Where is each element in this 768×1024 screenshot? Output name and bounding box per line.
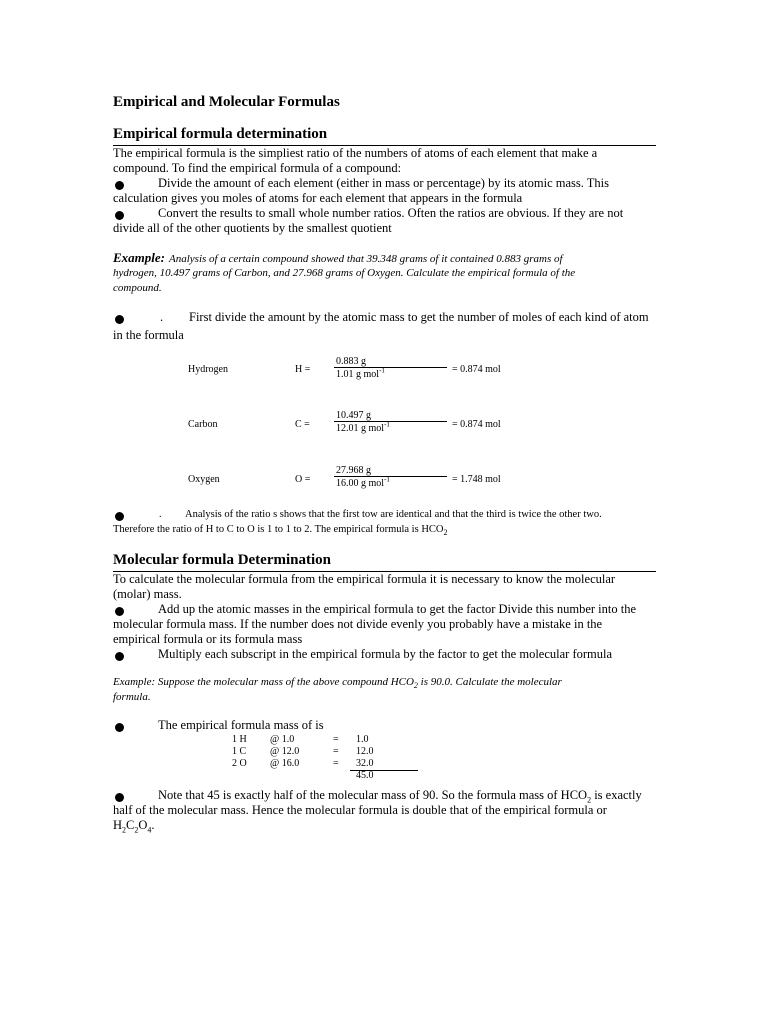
element-name: Hydrogen [188, 364, 228, 375]
bullet-icon [115, 211, 124, 220]
mass-eq: = [333, 746, 339, 757]
intro-line: To calculate the molecular formula from the empirical formula it is necessary to know the molecular [113, 572, 616, 586]
mass-atom: 1 C [232, 746, 247, 757]
bullet-icon [115, 793, 124, 802]
bullet-dot-text: . [159, 509, 162, 520]
element-name: Carbon [188, 419, 218, 430]
step-text: Therefore the ratio of H to C to O is 1 to 1 to 2. The empirical formula is $HCO_2$ [113, 524, 448, 538]
example-text: Analysis of a certain compound showed that 39.348 grams of it contained 0.883 grams of [169, 253, 563, 265]
result: = 0.874 mol [452, 419, 501, 430]
intro-line: The empirical formula is the simpliest ratio of the numbers of atoms of each element that make a [113, 146, 598, 160]
fraction-denominator: 16.00 g mol$^{-1}$ [336, 475, 390, 489]
bullet-dot-text: . [160, 310, 164, 324]
mass-eq: = [333, 758, 339, 769]
mass-val: 32.0 [356, 758, 374, 769]
mass-atom: 1 H [232, 734, 247, 745]
bullet-text: Divide the amount of each element (either in mass or percentage) by its atomic mass. This [158, 176, 610, 190]
bullet-text: The empirical formula mass of is [158, 718, 324, 732]
bullet-text: $H_2C_2O_4$. [113, 818, 155, 835]
element-symbol: H = [295, 364, 311, 375]
bullet-text: Convert the results to small whole number ratios. Often the ratios are obvious. If they are not [158, 206, 624, 220]
bullet-icon [115, 723, 124, 732]
example-text: hydrogen, 10.497 grams of Carbon, and 27.968 grams of Oxygen. Calculate the empirical formula of the [113, 267, 576, 279]
fraction-bar [334, 421, 447, 422]
mass-total: 45.0 [356, 770, 374, 781]
example-label: Example: [113, 250, 165, 265]
bullet-icon [115, 652, 124, 661]
section-heading-empirical: Empirical formula determination [113, 126, 328, 142]
fraction-bar [334, 476, 447, 477]
mass-atom: 2 O [232, 758, 247, 769]
bullet-text: empirical formula or its formula mass [113, 632, 303, 646]
section-heading-molecular: Molecular formula Determination [113, 552, 332, 568]
mass-val: 1.0 [356, 734, 369, 745]
fraction-denominator: 1.01 g mol$^{-1}$ [336, 366, 385, 380]
mass-at: @ 1.0 [270, 734, 295, 745]
bullet-text: Add up the atomic masses in the empirical formula to get the factor Divide this number into the [158, 602, 637, 616]
bullet-text: Multiply each subscript in the empirical formula by the factor to get the molecular formula [158, 647, 613, 661]
step-text: First divide the amount by the atomic mass to get the number of moles of each kind of atom [189, 310, 649, 324]
bullet-icon [115, 512, 124, 521]
result: = 1.748 mol [452, 474, 501, 485]
page-title: Empirical and Molecular Formulas [113, 94, 340, 110]
intro-line: compound. To find the empirical formula of a compound: [113, 161, 402, 175]
bullet-icon [115, 181, 124, 190]
element-name: Oxygen [188, 474, 220, 485]
step-text: Analysis of the ratio s shows that the first tow are identical and that the third is twice the other two. [185, 509, 602, 520]
bullet-icon [115, 315, 124, 324]
example-text: Example: Suppose the molecular mass of the above compound $HCO_2$ is 90.0. Calculate the molecular [113, 676, 562, 691]
fraction-denominator: 12.01 g mol$^{-1}$ [336, 420, 390, 434]
mass-at: @ 16.0 [270, 758, 300, 769]
mass-at: @ 12.0 [270, 746, 300, 757]
example-text: compound. [113, 282, 162, 294]
mass-val: 12.0 [356, 746, 374, 757]
example-text: formula. [113, 691, 151, 703]
result: = 0.874 mol [452, 364, 501, 375]
step-text: in the formula [113, 328, 184, 342]
bullet-icon [115, 607, 124, 616]
bullet-text: half of the molecular mass. Hence the molecular formula is double that of the empirical formula or [113, 803, 607, 817]
bullet-text: molecular formula mass. If the number does not divide evenly you probably have a mistake in the [113, 617, 603, 631]
fraction-numerator: 0.883 g [336, 356, 366, 367]
bullet-text: calculation gives you moles of atoms for each element that appears in the formula [113, 191, 523, 205]
fraction-numerator: 10.497 g [336, 410, 371, 421]
element-symbol: C = [295, 419, 310, 430]
mass-eq: = [333, 734, 339, 745]
fraction-numerator: 27.968 g [336, 465, 371, 476]
fraction-bar [334, 367, 447, 368]
intro-line: (molar) mass. [113, 587, 182, 601]
bullet-text: Note that 45 is exactly half of the molecular mass of 90. So the formula mass of $HCO_2$ is exactly [158, 788, 642, 805]
bullet-text: divide all of the other quotients by the smallest quotient [113, 221, 392, 235]
element-symbol: O = [295, 474, 311, 485]
